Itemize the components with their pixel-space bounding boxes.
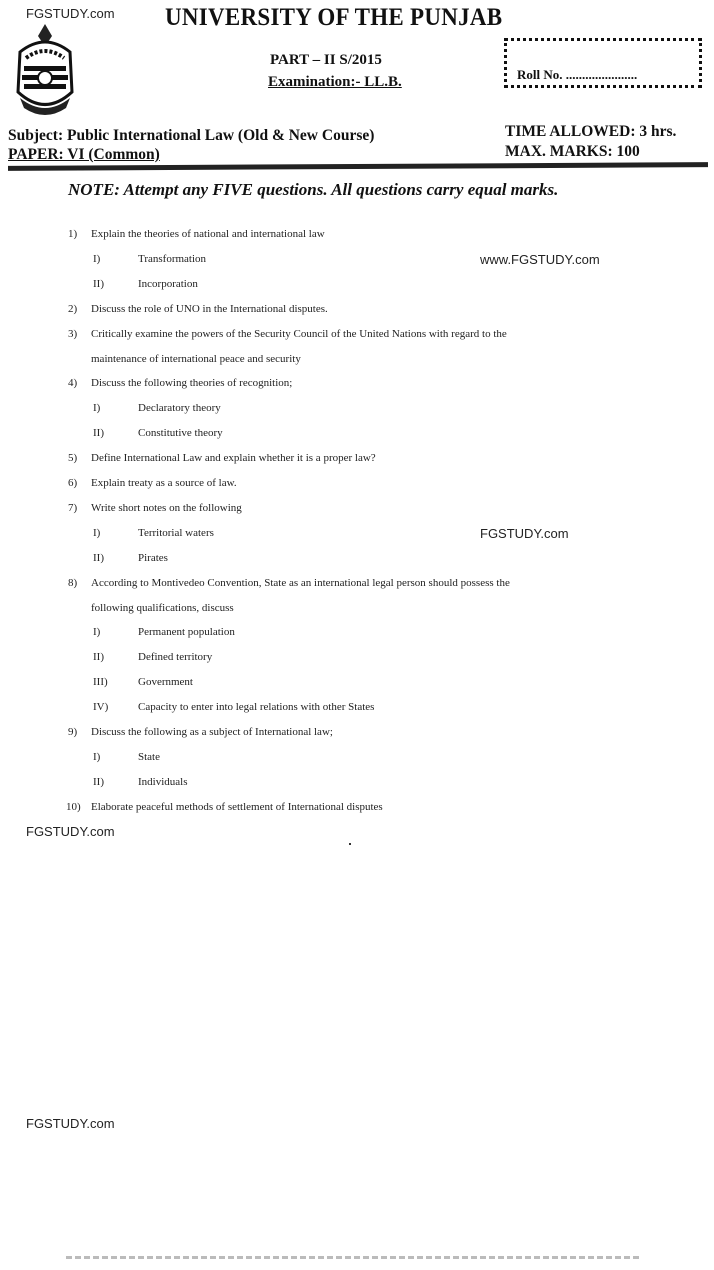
question-text: State	[138, 750, 160, 763]
question-text: Critically examine the powers of the Security Council of the United Nations with regard to the	[91, 327, 507, 340]
watermark: www.FGSTUDY.com	[480, 252, 600, 267]
question-text: following qualifications, discuss	[91, 601, 234, 614]
time-allowed: TIME ALLOWED: 3 hrs.	[505, 123, 677, 140]
question-text: maintenance of international peace and security	[91, 352, 301, 365]
question-number: 9)	[68, 726, 78, 738]
question-text: Territorial waters	[138, 526, 214, 539]
question-number: 5)	[68, 452, 78, 465]
question-number: IV)	[93, 701, 109, 714]
university-crest-logo	[14, 22, 76, 127]
question-number: 4)	[68, 377, 78, 390]
question-text: Discuss the following as a subject of International law;	[91, 726, 333, 738]
question-number: II)	[93, 775, 104, 788]
question-number: I)	[93, 252, 101, 265]
watermark: FGSTUDY.com	[26, 824, 115, 839]
question-text: Elaborate peaceful methods of settlement of International disputes	[91, 800, 383, 813]
question-text: Declaratory theory	[138, 402, 221, 415]
watermark: FGSTUDY.com	[480, 526, 569, 541]
question-text: Capacity to enter into legal relations with other States	[138, 701, 375, 714]
question-number: II)	[93, 277, 104, 290]
question-text: Discuss the role of UNO in the International disputes.	[91, 302, 328, 315]
question-number: 7)	[68, 501, 78, 514]
question-text: Explain treaty as a source of law.	[91, 477, 237, 489]
question-number: I)	[93, 626, 101, 639]
question-number: 6)	[68, 477, 78, 489]
question-text: Defined territory	[138, 651, 213, 664]
watermark: FGSTUDY.com	[26, 1116, 115, 1131]
paper-label: PAPER: VI (Common)	[8, 146, 160, 163]
question-number: 1)	[68, 228, 78, 240]
max-marks: MAX. MARKS: 100	[505, 143, 640, 160]
subject-label: Subject: Public International Law (Old & New Course)	[8, 127, 375, 144]
examination-label: Examination:- LL.B.	[268, 74, 402, 90]
question-number: III)	[93, 676, 108, 689]
question-number: 10)	[66, 800, 81, 813]
question-text: Incorporation	[138, 277, 198, 290]
question-text: Write short notes on the following	[91, 501, 242, 514]
question-number: I)	[93, 402, 101, 415]
question-number: 2)	[68, 302, 78, 315]
question-text: Transformation	[138, 252, 207, 265]
scan-speck	[349, 843, 351, 845]
question-number: 8)	[68, 576, 78, 589]
university-title: UNIVERSITY OF THE PUNJAB	[165, 4, 503, 31]
watermark: FGSTUDY.com	[26, 6, 115, 21]
question-text: Define International Law and explain whether it is a proper law?	[91, 452, 376, 465]
roll-number-label: Roll No. ......................	[517, 67, 638, 82]
exam-part: PART – II S/2015	[270, 52, 382, 68]
question-text: Explain the theories of national and international law	[91, 228, 325, 240]
question-text: Individuals	[138, 775, 188, 788]
roll-number-box	[504, 38, 702, 88]
question-text: According to Montivedeo Convention, State as an international legal person should possess the	[91, 576, 510, 589]
scan-bottom-edge	[66, 1256, 642, 1259]
question-number: I)	[93, 526, 101, 539]
question-text: Discuss the following theories of recognition;	[91, 377, 293, 390]
question-number: II)	[93, 551, 104, 564]
instructions-note: NOTE: Attempt any FIVE questions. All questions carry equal marks.	[68, 180, 559, 199]
question-number: II)	[93, 651, 104, 664]
question-number: II)	[93, 427, 104, 440]
question-text: Constitutive theory	[138, 427, 223, 440]
question-number: I)	[93, 750, 101, 763]
question-text: Permanent population	[138, 626, 235, 639]
question-text: Pirates	[138, 551, 168, 564]
question-number: 3)	[68, 327, 78, 340]
question-text: Government	[138, 676, 193, 689]
